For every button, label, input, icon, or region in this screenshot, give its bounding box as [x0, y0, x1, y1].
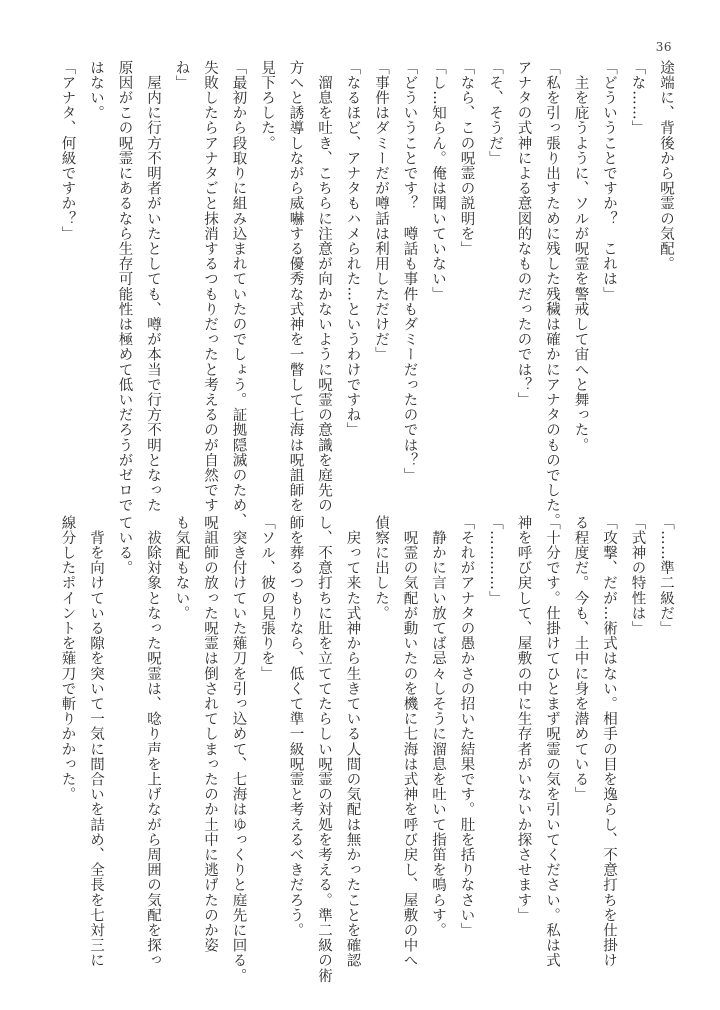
text-line: 方へと誘導しながら威嚇する優秀な式神を一瞥して七海は呪詛師を [287, 60, 304, 513]
text-line: 祓除対象となった呪霊は、唸り声を上げながら周囲の気配を探っ [145, 515, 161, 968]
text-line: 「式神の特性は」 [629, 515, 646, 636]
text-line: も気配もない。 [173, 515, 190, 621]
text-line: 「どういうことです？ 噂話も事件もダミーだったのでは？」 [401, 60, 418, 483]
text-line: 途端に、背後から呪霊の気配。 [658, 60, 674, 272]
text-line: 偵察に出した。 [373, 515, 389, 621]
text-line: 「な……」 [629, 60, 646, 136]
text-line: 原因がこの呪霊にあるなら生存可能性は極めて低いだろうがゼロで [116, 60, 133, 513]
text-line: 溜息を吐き、こちらに注意が向かないように呪霊の意識を庭先の [316, 60, 332, 513]
text-line: アナタの式神による意図的なものだったのでは？」 [515, 60, 532, 408]
text-line: る程度だ。今も、土中に身を潜めている」 [572, 515, 589, 802]
text-line: 線分したポイントを薙刀で斬りかかった。 [59, 515, 76, 802]
text-line: はない。 [88, 60, 104, 121]
text-line: 呪詛師の放った呪霊は倒されてしまったのか土中に逃げたのか姿 [202, 515, 218, 953]
text-line: 「攻撃、だが…術式はない。相手の目を逸らし、不意打ちを仕掛け [601, 515, 617, 968]
text-line: 突き付けていた薙刀を引っ込めて、七海はゆっくりと庭先に回る。 [230, 515, 247, 984]
text-line: 神を呼び戻して、屋敷の中に生存者がいないか探させます」 [515, 515, 532, 923]
text-line: 背を向けている隙を突いて一気に間合いを詰め、全長を七対三に [88, 515, 104, 968]
text-line: 「……準二級だ」 [658, 515, 674, 636]
top-text-block [53, 60, 680, 529]
text-line: し、不意打ちに肚を立ててたらしい呪霊の対処を考える。準二級の術 [316, 515, 332, 984]
text-line: ている。 [116, 515, 133, 576]
text-line: ね」 [173, 60, 190, 91]
text-line: 師を葬るつもりなら、低くて準一級呪霊と考えるべきだろう。 [287, 515, 304, 938]
text-line: 屋内に行方不明者がいたとしても、噂が本当で行方不明となった [145, 60, 161, 513]
text-line: 「…………」 [487, 515, 503, 606]
text-line: 「なら、この呪霊の説明を」 [458, 60, 475, 257]
text-line: 呪霊の気配が動いたのを機に七海は式神を呼び戻し、屋敷の中へ [401, 515, 418, 968]
text-line: 「十分です。仕掛けてひとまず呪霊の気を引いてください。私は式 [544, 515, 560, 968]
page-number: 36 [655, 40, 672, 54]
bottom-text-block [53, 515, 680, 984]
text-line: 「私を引っ張り出すために残した残穢は確かにアナタのものでした。 [544, 60, 560, 529]
text-line: 「事件はダミーだが噂話は利用しただけだ」 [373, 60, 389, 362]
text-line: 「し…知らん。俺は聞いていない」 [430, 60, 446, 302]
text-line: 失敗したらアナタごと抹消するつもりだったと考えるのが自然です [202, 60, 218, 513]
text-line: 「それがアナタの愚かさの招いた結果です。肚を括りなさい」 [458, 515, 475, 938]
text-line: 主を庇うように、ソルが呪霊を警戒して宙へと舞った。 [572, 60, 589, 453]
text-line: 「そ、そうだ」 [487, 60, 503, 166]
text-line: 「ソル、彼の見張りを」 [259, 515, 275, 682]
text-line: 「最初から段取りに組み込まれていたのでしょう。証拠隠滅のため、 [230, 60, 247, 529]
text-line: 静かに言い放てば忌々しそうに溜息を吐いて指笛を鳴らす。 [430, 515, 446, 938]
text-line: 見下ろした。 [259, 60, 275, 151]
text-line: 「アナタ、何級ですか？」 [59, 60, 76, 242]
text-line: 「どういうことですか？ これは」 [601, 60, 617, 302]
text-line: 戻って来た式神から生きている人間の気配は無かったことを確認 [344, 515, 361, 968]
text-line: 「なるほど、アナタもハメられた…というわけですね」 [344, 60, 361, 438]
